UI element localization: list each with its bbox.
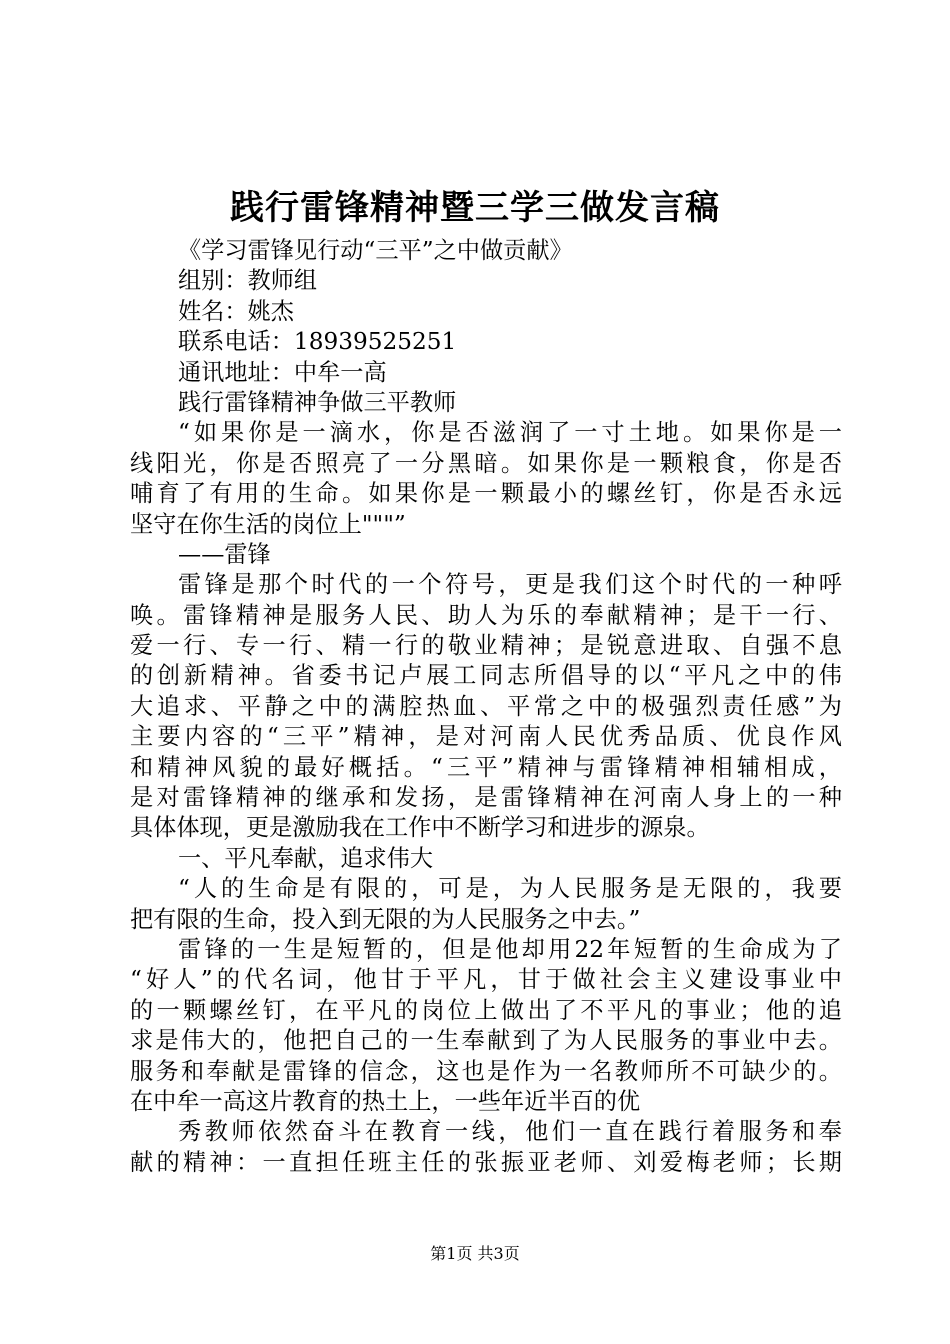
paragraph-line: 大追求、平静之中的满腔热血、平常之中的极强烈责任感”为 xyxy=(130,692,842,720)
quote-line: “如果你是一滴水，你是否滋润了一寸土地。如果你是一 xyxy=(178,419,842,447)
heading-line: 践行雷锋精神争做三平教师 xyxy=(178,388,457,416)
subtitle-line: 《学习雷锋见行动“三平”之中做贡献》 xyxy=(178,237,573,264)
address-line: 通讯地址：中牟一高 xyxy=(178,358,387,386)
phone-line: 联系电话：18939525251 xyxy=(178,328,457,356)
paragraph-line: 雷锋的一生是短暂的，但是他却用22年短暂的生命成为了 xyxy=(178,935,842,963)
paragraph-line: 雷锋是那个时代的一个符号，更是我们这个时代的一种呼 xyxy=(178,571,842,599)
quote-line: 把有限的生命，投入到无限的为人民服务之中去。” xyxy=(130,905,641,933)
section-heading: 一、平凡奉献，追求伟大 xyxy=(178,844,434,872)
paragraph-line: 爱一行、专一行、精一行的敬业精神；是锐意进取、自强不息 xyxy=(130,632,842,660)
quote-line: 哺育了有用的生命。如果你是一颗最小的螺丝钉，你是否永远 xyxy=(130,480,842,508)
paragraph-line: 服务和奉献是雷锋的信念，这也是作为一名教师所不可缺少的。 xyxy=(130,1057,842,1085)
paragraph-line: 在中牟一高这片教育的热土上，一些年近半百的优 xyxy=(130,1087,641,1115)
quote-line: 线阳光，你是否照亮了一分黑暗。如果你是一颗粮食，你是否 xyxy=(130,449,842,477)
paragraph-line: 献的精神：一直担任班主任的张振亚老师、刘爱梅老师；长期 xyxy=(130,1148,842,1176)
page-footer: 第1页 共3页 xyxy=(430,1244,520,1263)
paragraph-line: “好人”的代名词，他甘于平凡，甘于做社会主义建设事业中 xyxy=(130,966,842,994)
quote-line: “人的生命是有限的，可是，为人民服务是无限的，我要 xyxy=(178,875,842,903)
name-line: 姓名：姚杰 xyxy=(178,297,294,325)
paragraph-line: 具体体现，更是激励我在工作中不断学习和进步的源泉。 xyxy=(130,814,710,842)
quote-line: 坚守在你生活的岗位上"""” xyxy=(130,510,406,538)
paragraph-line: 和精神风貌的最好概括。“三平”精神与雷锋精神相辅相成， xyxy=(130,753,842,781)
paragraph-line: 的一颗螺丝钉，在平凡的岗位上做出了不平凡的事业；他的追 xyxy=(130,996,842,1024)
paragraph-line: 唤。雷锋精神是服务人民、助人为乐的奉献精神；是干一行、 xyxy=(130,601,842,629)
paragraph-line: 主要内容的“三平”精神，是对河南人民优秀品质、优良作风 xyxy=(130,723,842,751)
paragraph-line: 的创新精神。省委书记卢展工同志所倡导的以“平凡之中的伟 xyxy=(130,662,842,690)
group-line: 组别：教师组 xyxy=(178,267,318,295)
paragraph-line: 秀教师依然奋斗在教育一线，他们一直在践行着服务和奉 xyxy=(178,1118,842,1146)
document-body xyxy=(130,236,842,1178)
paragraph-line: 是对雷锋精神的继承和发扬，是雷锋精神在河南人身上的一种 xyxy=(130,784,842,812)
document-title: 践行雷锋精神暨三学三做发言稿 xyxy=(230,188,720,228)
quote-attribution: ——雷锋 xyxy=(178,540,271,568)
paragraph-line: 求是伟大的，他把自己的一生奉献到了为人民服务的事业中去。 xyxy=(130,1027,842,1055)
